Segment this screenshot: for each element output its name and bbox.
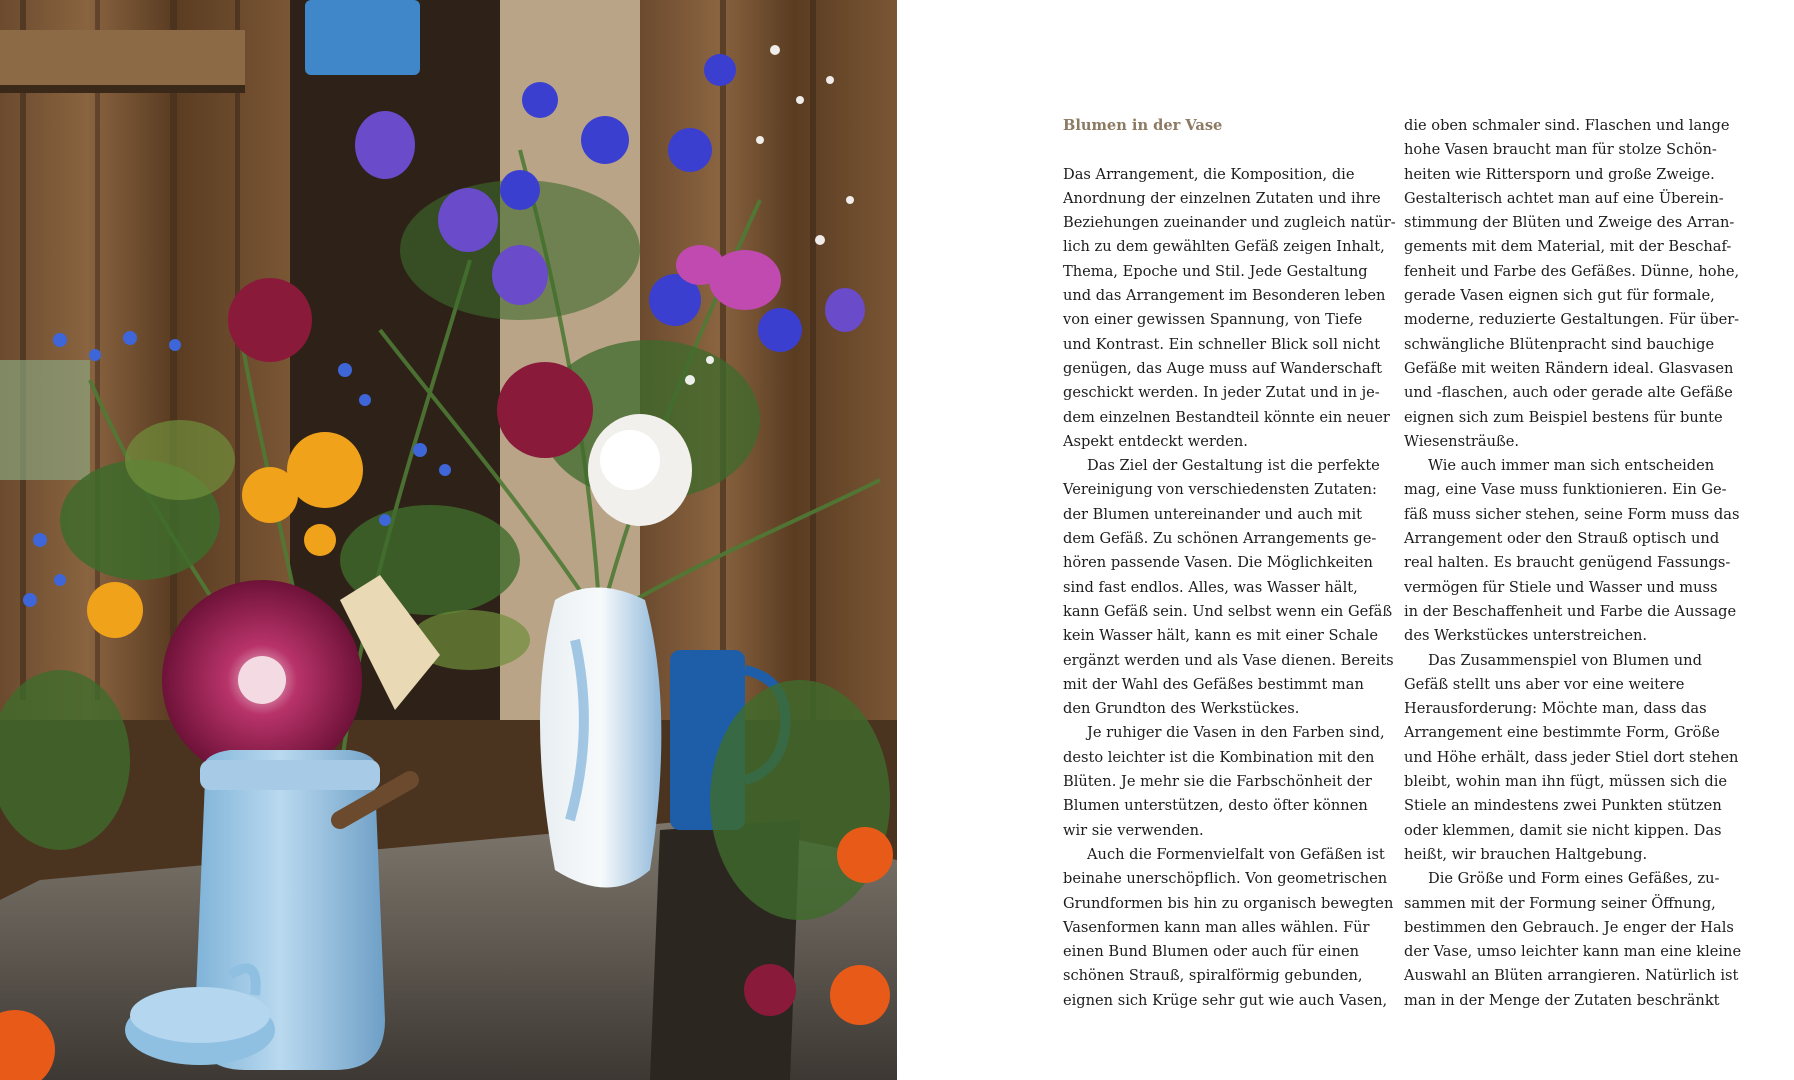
- text-line: dem Gefäß. Zu schönen Arrangements ge-: [1063, 530, 1377, 548]
- text-line: mit der Wahl des Gefäßes bestimmt man: [1063, 675, 1364, 693]
- text-line: stimmung der Blüten und Zweige des Arran-: [1404, 214, 1735, 232]
- text-line: und -flaschen, auch oder gerade alte Gefäße: [1404, 384, 1733, 402]
- text-line: ergänzt werden und als Vase dienen. Bereits: [1063, 651, 1394, 669]
- text-line: geschickt werden. In jeder Zutat und in je-: [1063, 384, 1380, 402]
- text-line: in der Beschaffenheit und Farbe die Aussage: [1404, 602, 1737, 620]
- text-line: der Blumen untereinander und auch mit: [1063, 505, 1363, 523]
- text-line: Vereinigung von verschiedensten Zutaten:: [1063, 481, 1377, 499]
- text-page: [897, 0, 1794, 1080]
- text-line: beinahe unerschöpflich. Von geometrischen: [1063, 870, 1388, 888]
- text-line: genügen, das Auge muss auf Wanderschaft: [1063, 359, 1382, 377]
- text-line: hohe Vasen braucht man für stolze Schön-: [1404, 141, 1717, 159]
- text-column-right: [1404, 114, 1742, 1013]
- text-line: und Kontrast. Ein schneller Blick soll nicht: [1063, 335, 1381, 353]
- text-line: desto leichter ist die Kombination mit den: [1063, 748, 1375, 766]
- text-line: heißt, wir brauchen Haltgebung.: [1404, 845, 1648, 863]
- text-line: Grundformen bis hin zu organisch bewegten: [1063, 894, 1394, 912]
- text-line: Beziehungen zueinander und zugleich natür-: [1063, 214, 1396, 232]
- text-line: Je ruhiger die Vasen in den Farben sind,: [1087, 724, 1385, 742]
- text-line: Blüten. Je mehr sie die Farbschönheit der: [1063, 773, 1372, 791]
- text-line: real halten. Es braucht genügend Fassungs-: [1404, 554, 1731, 572]
- text-line: dem einzelnen Bestandteil könnte ein neuer: [1063, 408, 1390, 426]
- text-line: Gefäß stellt uns aber vor eine weitere: [1404, 675, 1685, 693]
- text-line: Das Ziel der Gestaltung ist die perfekte: [1087, 457, 1380, 475]
- text-column-left: [1063, 114, 1396, 1013]
- text-line: lich zu dem gewählten Gefäß zeigen Inhalt,: [1063, 238, 1385, 256]
- text-line: man in der Menge der Zutaten beschränkt: [1404, 991, 1720, 1009]
- text-line: Arrangement oder den Strauß optisch und: [1404, 530, 1720, 548]
- text-line: einen Bund Blumen oder auch für einen: [1063, 943, 1360, 961]
- text-line: Aspekt entdeckt werden.: [1063, 432, 1248, 450]
- text-line: Das Zusammenspiel von Blumen und: [1428, 651, 1702, 669]
- text-line: und Höhe erhält, dass jeder Stiel dort stehen: [1404, 748, 1739, 766]
- text-line: Auswahl an Blüten arrangieren. Natürlich ist: [1404, 967, 1739, 985]
- text-line: Herausforderung: Möchte man, dass das: [1404, 700, 1707, 718]
- text-line: schwängliche Blütenpracht sind bauchige: [1404, 335, 1715, 353]
- text-line: eignen sich zum Beispiel bestens für bunte: [1404, 408, 1723, 426]
- text-line: eignen sich Krüge sehr gut wie auch Vasen,: [1063, 991, 1388, 1009]
- text-line: den Grundton des Werkstückes.: [1063, 700, 1300, 718]
- text-line: des Werkstückes unterstreichen.: [1404, 627, 1648, 645]
- text-line: und das Arrangement im Besonderen leben: [1063, 287, 1386, 305]
- text-line: moderne, reduzierte Gestaltungen. Für über-: [1404, 311, 1740, 329]
- text-line: schönen Strauß, spiralförmig gebunden,: [1063, 967, 1363, 985]
- text-line: oder klemmen, damit sie nicht kippen. Das: [1404, 821, 1722, 839]
- text-line: fenheit und Farbe des Gefäßes. Dünne, hohe,: [1404, 262, 1740, 280]
- text-line: Stiele an mindestens zwei Punkten stützen: [1404, 797, 1722, 815]
- text-line: Das Arrangement, die Komposition, die: [1063, 165, 1355, 183]
- text-line: Wiesensträuße.: [1404, 432, 1520, 450]
- text-line: hören passende Vasen. Die Möglichkeiten: [1063, 554, 1373, 572]
- text-line: Vasenformen kann man alles wählen. Für: [1063, 918, 1370, 936]
- text-line: kein Wasser hält, kann es mit einer Schale: [1063, 627, 1379, 645]
- text-line: gements mit dem Material, mit der Beschaf-: [1404, 238, 1732, 256]
- text-line: sammen mit der Formung seiner Öffnung,: [1404, 894, 1716, 912]
- column-right-lines: [1404, 114, 1742, 1013]
- text-line: Anordnung der einzelnen Zutaten und ihre: [1063, 189, 1381, 207]
- text-line: heiten wie Rittersporn und große Zweige.: [1404, 165, 1715, 183]
- text-line: bleibt, wohin man ihn fügt, müssen sich die: [1404, 773, 1728, 791]
- text-line: Die Größe und Form eines Gefäßes, zu-: [1428, 870, 1720, 888]
- text-line: Gefäße mit weiten Rändern ideal. Glasvasen: [1404, 359, 1734, 377]
- text-line: vermögen für Stiele und Wasser und muss: [1404, 578, 1718, 596]
- text-line: Gestalterisch achtet man auf eine Überein-: [1404, 189, 1724, 207]
- text-line: mag, eine Vase muss funktionieren. Ein Ge-: [1404, 481, 1727, 499]
- text-line: Arrangement eine bestimmte Form, Größe: [1404, 724, 1720, 742]
- text-line: der Vase, umso leichter kann man eine kleine: [1404, 943, 1742, 961]
- text-line: Thema, Epoche und Stil. Jede Gestaltung: [1063, 262, 1368, 280]
- text-line: Wie auch immer man sich entscheiden: [1428, 457, 1715, 475]
- text-line: sind fast endlos. Alles, was Wasser hält,: [1063, 578, 1358, 596]
- text-line: kann Gefäß sein. Und selbst wenn ein Gefäß: [1063, 602, 1393, 620]
- text-line: fäß muss sicher stehen, seine Form muss das: [1404, 505, 1740, 523]
- text-line: Auch die Formenvielfalt von Gefäßen ist: [1087, 845, 1385, 863]
- text-line: die oben schmaler sind. Flaschen und lange: [1404, 117, 1730, 134]
- section-heading: Blumen in der Vase: [1063, 117, 1223, 134]
- text-line: bestimmen den Gebrauch. Je enger der Hals: [1404, 918, 1734, 936]
- text-line: gerade Vasen eignen sich gut für formale,: [1404, 287, 1715, 305]
- text-line: von einer gewissen Spannung, von Tiefe: [1063, 311, 1363, 329]
- text-line: wir sie verwenden.: [1063, 821, 1204, 839]
- column-left-lines: [1063, 163, 1396, 1013]
- text-line: Blumen unterstützen, desto öfter können: [1063, 797, 1368, 815]
